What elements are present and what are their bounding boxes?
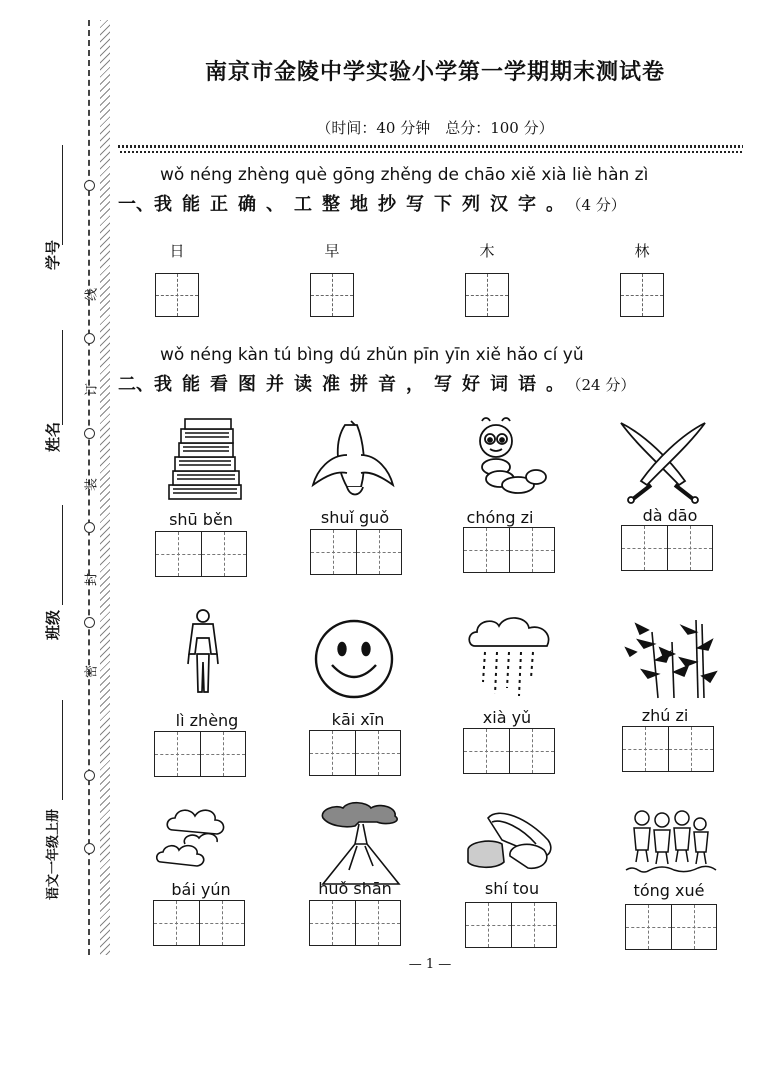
copy-char: 木 xyxy=(479,242,495,260)
bamboo-icon xyxy=(622,612,718,702)
copy-char: 早 xyxy=(324,242,340,260)
section2-number: 二、 xyxy=(118,374,154,395)
word-writing-box[interactable] xyxy=(309,730,401,776)
section1-number: 一、 xyxy=(118,194,154,215)
word-writing-box[interactable] xyxy=(465,902,557,948)
writing-box[interactable] xyxy=(465,273,509,317)
word-pinyin: zhú zi xyxy=(641,706,689,725)
word-pinyin: dà dāo xyxy=(642,506,698,525)
cloud-icon xyxy=(155,800,251,890)
section2-heading xyxy=(118,370,635,396)
word-writing-box[interactable] xyxy=(463,728,555,774)
word-pinyin: chóng zi xyxy=(466,508,534,527)
word-writing-box[interactable] xyxy=(155,531,247,577)
class-line xyxy=(62,505,63,605)
name-line xyxy=(62,330,63,425)
copy-char: 林 xyxy=(634,242,650,260)
binding-hole xyxy=(84,180,95,191)
word-pinyin: tóng xué xyxy=(633,881,705,900)
subject-label: 语文一年级上册 xyxy=(46,808,61,900)
seal-char: 封 xyxy=(84,573,100,587)
rain-cloud-icon xyxy=(465,612,561,702)
worm-icon xyxy=(460,415,556,505)
standing-man-icon xyxy=(155,608,251,698)
decorative-divider xyxy=(118,151,743,153)
word-pinyin: bái yún xyxy=(171,880,231,899)
class-label: 班级 xyxy=(44,609,62,640)
exam-subtitle: （时间：40 分钟 总分：100 分） xyxy=(316,119,554,137)
seal-char: 线 xyxy=(84,288,100,302)
section1-score: （4 分） xyxy=(574,196,626,214)
word-pinyin: kāi xīn xyxy=(331,710,385,729)
word-pinyin: shuǐ guǒ xyxy=(320,508,390,527)
word-pinyin: huǒ shān xyxy=(318,879,392,898)
word-writing-box[interactable] xyxy=(622,726,714,772)
student-id-line xyxy=(62,145,63,245)
copy-char: 日 xyxy=(169,242,185,260)
section2-heading-text: 我能看图并读准拼音，写好词语。 xyxy=(154,374,574,395)
binding-hole xyxy=(84,843,95,854)
word-writing-box[interactable] xyxy=(310,529,402,575)
section2-pinyin: wǒ néng kàn tú bìng dú zhǔn pīn yīn xiě hǎo cí yǔ xyxy=(160,345,584,365)
seal-char: 装 xyxy=(84,478,100,492)
writing-box[interactable] xyxy=(155,273,199,317)
stones-icon xyxy=(462,800,558,890)
word-pinyin: lì zhèng xyxy=(175,711,239,730)
word-pinyin: shū běn xyxy=(169,510,233,529)
grade-line xyxy=(62,700,63,800)
word-writing-box[interactable] xyxy=(153,900,245,946)
banana-icon xyxy=(305,415,401,505)
smiley-icon xyxy=(310,615,406,705)
word-writing-box[interactable] xyxy=(625,904,717,950)
binding-edge-hatching xyxy=(100,20,110,955)
binding-hole xyxy=(84,617,95,628)
swords-icon xyxy=(615,415,711,505)
section2-score: （24 分） xyxy=(574,376,636,394)
classmates-icon xyxy=(622,798,718,888)
student-id-label: 学号 xyxy=(44,239,62,270)
word-writing-box[interactable] xyxy=(154,731,246,777)
binding-hole xyxy=(84,770,95,781)
decorative-divider xyxy=(118,145,743,148)
binding-hole xyxy=(84,428,95,439)
seal-char: 订 xyxy=(84,383,100,397)
writing-box[interactable] xyxy=(310,273,354,317)
books-icon xyxy=(155,415,251,505)
word-pinyin: shí tou xyxy=(484,879,540,898)
section1-heading xyxy=(118,190,626,216)
word-pinyin: xià yǔ xyxy=(482,708,532,727)
binding-hole xyxy=(84,522,95,533)
word-writing-box[interactable] xyxy=(309,900,401,946)
section1-heading-text: 我能正确、工整地抄写下列汉字。 xyxy=(154,194,574,215)
section1-pinyin: wǒ néng zhèng què gōng zhěng de chāo xiě xià liè hàn zì xyxy=(160,165,649,185)
word-writing-box[interactable] xyxy=(463,527,555,573)
exam-title: 南京市金陵中学实验小学第一学期期末测试卷 xyxy=(204,59,665,85)
name-label: 姓名 xyxy=(44,421,62,452)
word-writing-box[interactable] xyxy=(621,525,713,571)
volcano-icon xyxy=(315,800,411,890)
seal-char: 密 xyxy=(84,665,100,679)
writing-box[interactable] xyxy=(620,273,664,317)
binding-hole xyxy=(84,333,95,344)
page-number: — 1 — xyxy=(408,957,452,972)
